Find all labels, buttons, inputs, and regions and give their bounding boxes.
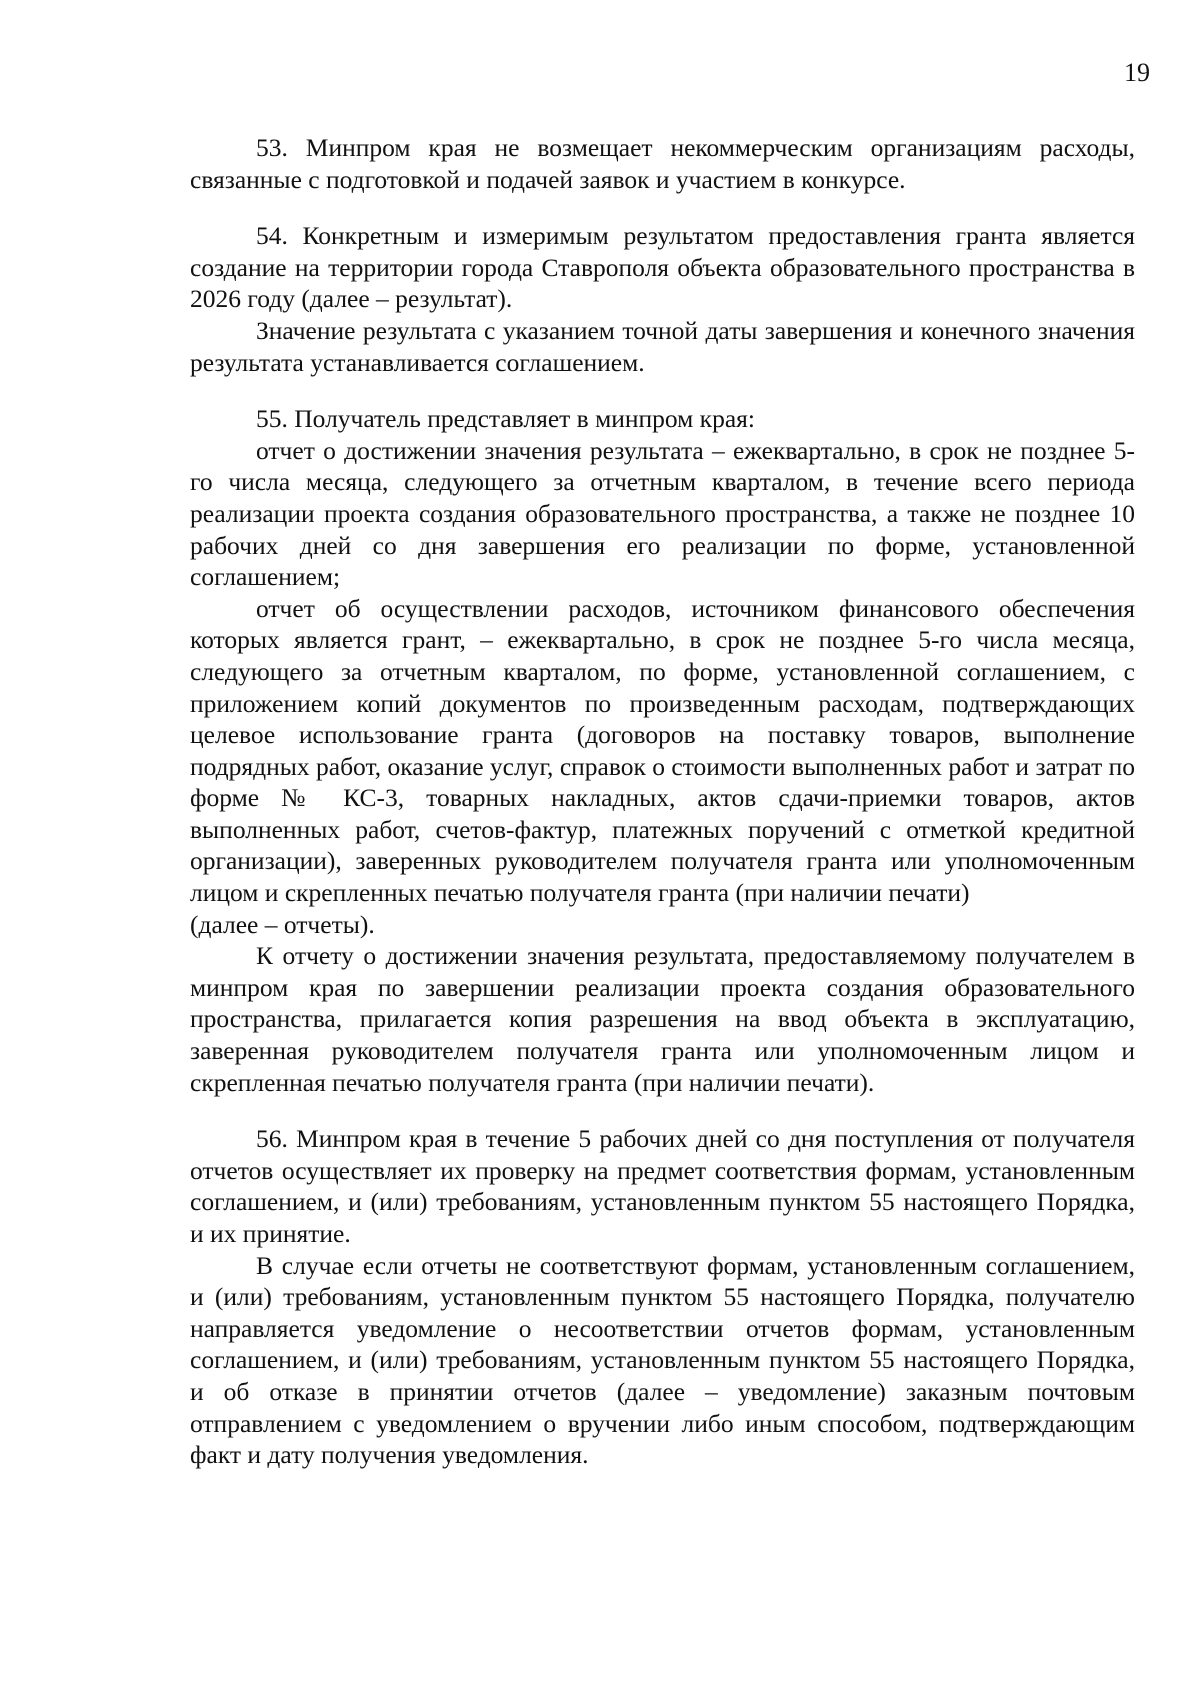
page-number: 19: [1124, 58, 1150, 87]
paragraph-53: 53. Минпром края не возмещает некоммерческим организациям расходы, связанные с подготовкой и подачей заявок и участием в конкурсе.: [190, 133, 1135, 194]
paragraph-55-reports-definition: (далее – отчеты).: [190, 909, 375, 939]
paragraph-55-expense-report: отчет об осуществлении расходов, источником финансового обеспечения которых является грант, – ежеквартально, в срок не позднее 5-го числа месяца, следующего за отчетным кварталом, по форме, установленной соглашением, с приложением копий документов по произведенным расходам, подтверждающих целевое использование гранта (договоров на поставку товаров, выполнение подрядных работ, оказание услуг, справок о стоимости выполненных работ и затрат по форме № КС-3, товарных накладных, актов сдачи-приемки товаров, актов выполненных работ, счетов-фактур, платежных поручений с отметкой кредитной организации), заверенных руководителем получателя гранта или уполномоченным лицом и скрепленных печатью получателя гранта (при наличии печати): [190, 593, 1135, 908]
paragraph-56: 56. Минпром края в течение 5 рабочих дней со дня поступления от получателя отчетов осуществляет их проверку на предмет соответствия формам, установленным соглашением, и (или) требованиям, установленным пунктом 55 настоящего Порядка, и их принятие.: [190, 1124, 1135, 1248]
paragraph-56-noncompliance: В случае если отчеты не соответствуют формам, установленным соглашением, и (или) требованиям, установленным пунктом 55 настоящего Порядка, получателю направляется уведомление о несоответствии отчетов формам, установленным соглашением, и (или) требованиям, установленным пунктом 55 настоящего Порядка, и об отказе в принятии отчетов (далее – уведомление) заказным почтовым отправлением с уведомлением о вручении либо иным способом, подтверждающим факт и дату получения уведомления.: [190, 1250, 1135, 1470]
paragraph-54: 54. Конкретным и измеримым результатом предоставления гранта является создание на территории города Ставрополя объекта образовательного пространства в 2026 году (далее – результат).: [190, 221, 1135, 314]
paragraph-55-permit-copy: К отчету о достижении значения результата, предоставляемому получателем в минпром края по завершении реализации проекта создания образовательного пространства, прилагается копия разрешения на ввод объекта в эксплуатацию, заверенная руководителем получателя гранта или уполномоченным лицом и скрепленная печатью получателя гранта (при наличии печати).: [190, 941, 1135, 1097]
paragraph-55-achievement-report: отчет о достижении значения результата – ежеквартально, в срок не позднее 5-го числа месяца, следующего за отчетным кварталом, в течение всего периода реализации проекта создания образовательного пространства, а также не позднее 10 рабочих дней со дня завершения его реализации по форме, установленной соглашением;: [190, 435, 1135, 592]
document-body: [190, 132, 1135, 1471]
paragraph-54-result-value: Значение результата с указанием точной даты завершения и конечного значения результата устанавливается соглашением.: [190, 315, 1135, 377]
paragraph-55: 55. Получатель представляет в минпром края:: [256, 404, 755, 434]
